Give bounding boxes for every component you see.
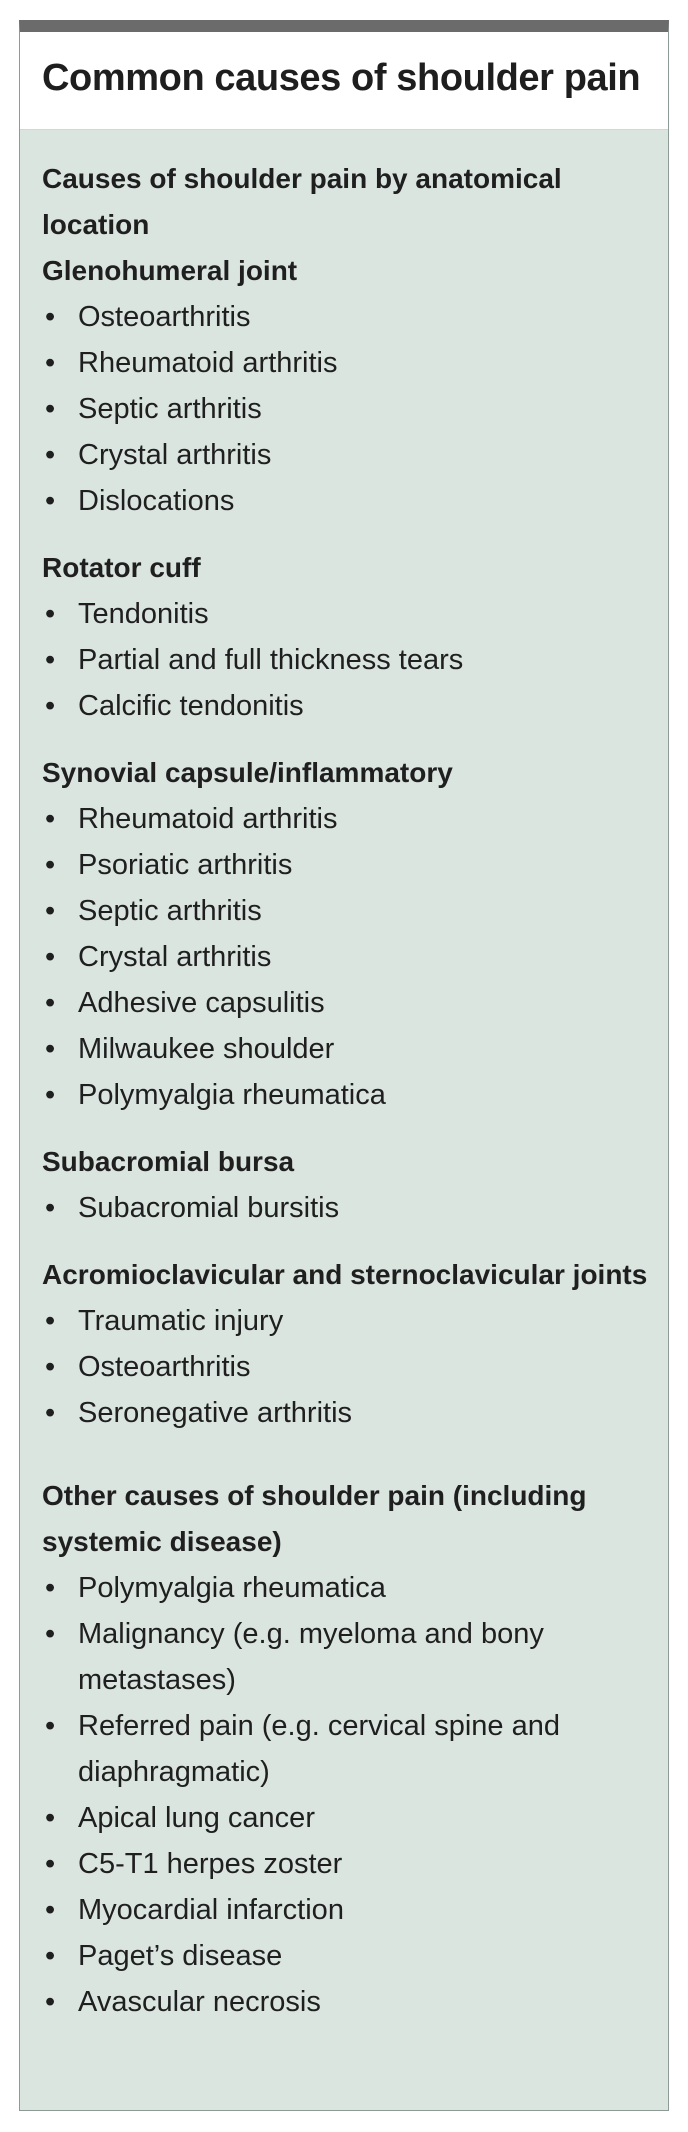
list-item [42,1611,648,1703]
section-other-causes [42,1473,648,2025]
bullet-icon: • [45,1079,56,1111]
list-item [42,1887,648,1933]
list-item [42,1298,648,1344]
list-item [42,591,648,637]
bullet-icon: • [45,1572,56,1604]
section-heading: Synovial capsule/inflammatory [42,757,453,788]
list-item [42,796,648,842]
list-item-text: Avascular necrosis [78,1986,321,2018]
list-item [42,1979,648,2025]
list-item [42,683,648,729]
item-list [42,1185,648,1231]
item-list [42,1298,648,1436]
list-item-text: Crystal arthritis [78,439,272,471]
bullet-icon: • [45,1033,56,1065]
section-glenohumeral [42,248,648,524]
bullet-icon: • [45,1351,56,1383]
bullet-icon: • [45,301,56,333]
list-item-text: Osteoarthritis [78,301,251,333]
list-item-text: Referred pain (e.g. cervical spine and diaphragmatic) [78,1710,560,1788]
bullet-icon: • [45,1710,56,1742]
bullet-icon: • [45,1848,56,1880]
list-item-text: Rheumatoid arthritis [78,347,338,379]
list-item-text: Myocardial infarction [78,1894,344,1926]
list-item-text: Seronegative arthritis [78,1397,353,1429]
list-item [42,1026,648,1072]
list-item-text: Traumatic injury [78,1305,284,1337]
list-item [42,432,648,478]
bullet-icon: • [45,1940,56,1972]
list-item-text: Tendonitis [78,598,209,630]
list-item [42,1344,648,1390]
list-item-text: Crystal arthritis [78,941,272,973]
section-heading: Other causes of shoulder pain (including systemic disease) [42,1480,587,1557]
list-item-text: Dislocations [78,485,235,517]
bullet-icon: • [45,690,56,722]
list-item [42,1390,648,1436]
bullet-icon: • [45,1802,56,1834]
list-item [42,1933,648,1979]
list-item [42,478,648,524]
list-item-text: Adhesive capsulitis [78,987,325,1019]
section-acromioclavicular [42,1252,648,1436]
list-item-text: Calcific tendonitis [78,690,304,722]
list-item-text: Septic arthritis [78,895,262,927]
list-item [42,1795,648,1841]
section-heading: Subacromial bursa [42,1146,295,1177]
list-item [42,934,648,980]
bullet-icon: • [45,393,56,425]
list-item-text: Psoriatic arthritis [78,849,293,881]
bullet-icon: • [45,598,56,630]
anatomical-heading: Causes of shoulder pain by anatomical location [42,163,562,240]
list-item-text: Partial and full thickness tears [78,644,464,676]
list-item-text: C5-T1 herpes zoster [78,1848,343,1880]
bullet-icon: • [45,849,56,881]
bullet-icon: • [45,1305,56,1337]
section-heading: Rotator cuff [42,552,201,583]
box-title: Common causes of shoulder pain [42,57,641,99]
list-item [42,888,648,934]
section-heading: Glenohumeral joint [42,255,298,286]
list-item-text: Malignancy (e.g. myeloma and bony metastases) [78,1618,544,1696]
box-content [20,130,668,2025]
section-heading: Acromioclavicular and sternoclavicular joints [42,1259,648,1290]
section-synovial-capsule [42,750,648,1118]
list-item-text: Osteoarthritis [78,1351,251,1383]
bullet-icon: • [45,895,56,927]
list-item [42,340,648,386]
list-item [42,294,648,340]
list-item [42,1185,648,1231]
item-list [42,294,648,524]
list-item-text: Paget’s disease [78,1940,283,1972]
bullet-icon: • [45,644,56,676]
list-item [42,1841,648,1887]
bullet-icon: • [45,1986,56,2018]
info-box [19,20,669,2111]
list-item-text: Apical lung cancer [78,1802,315,1834]
list-item [42,386,648,432]
list-item-text: Polymyalgia rheumatica [78,1079,386,1111]
box-header [20,32,668,130]
bullet-icon: • [45,1397,56,1429]
list-item-text: Septic arthritis [78,393,262,425]
list-item [42,842,648,888]
bullet-icon: • [45,987,56,1019]
bullet-icon: • [45,1192,56,1224]
item-list [42,591,648,729]
section-subacromial-bursa [42,1139,648,1231]
bullet-icon: • [45,347,56,379]
list-item-text: Milwaukee shoulder [78,1033,335,1065]
item-list [42,1565,648,2025]
bullet-icon: • [45,485,56,517]
item-list [42,796,648,1118]
list-item [42,1703,648,1795]
bullet-icon: • [45,803,56,835]
list-item-text: Rheumatoid arthritis [78,803,338,835]
bullet-icon: • [45,941,56,973]
list-item-text: Subacromial bursitis [78,1192,340,1224]
list-item [42,1565,648,1611]
list-item-text: Polymyalgia rheumatica [78,1572,386,1604]
bullet-icon: • [45,439,56,471]
bullet-icon: • [45,1618,56,1650]
list-item [42,1072,648,1118]
bullet-icon: • [45,1894,56,1926]
list-item [42,637,648,683]
list-item [42,980,648,1026]
section-rotator-cuff [42,545,648,729]
